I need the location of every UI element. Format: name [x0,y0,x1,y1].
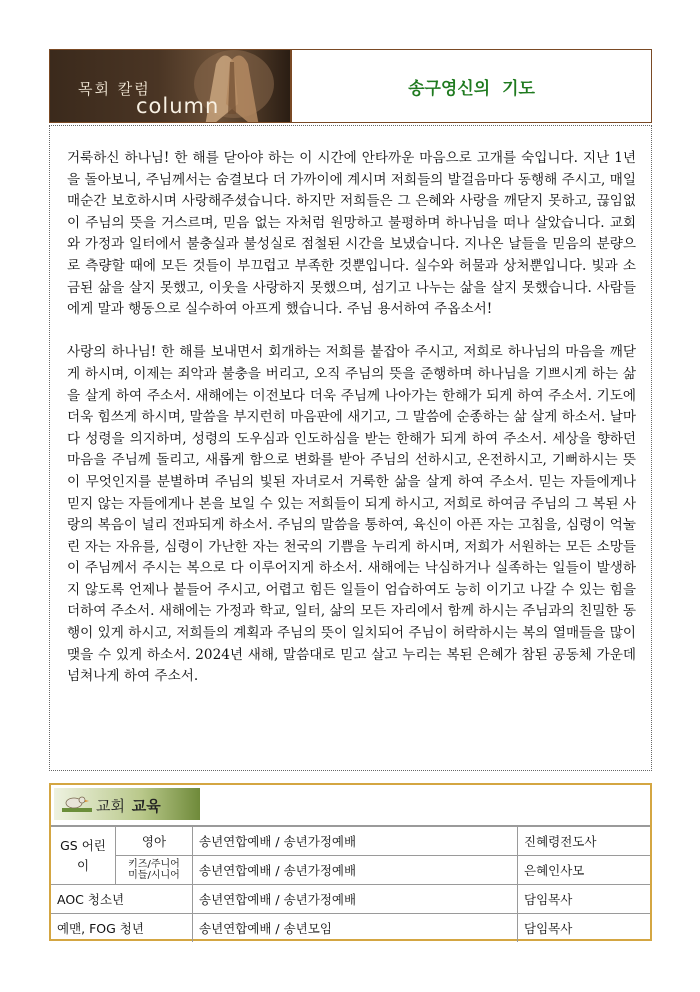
table-row [51,885,650,914]
program-cell: 송년연합예배 / 송년모임 [193,914,518,943]
program-cell: 송년연합예배 / 송년가정예배 [193,827,518,856]
table-row [51,914,650,943]
paragraph: 거룩하신 하나님! 한 해를 닫아야 하는 이 시간에 안타까운 마음으로 고개를 숙입니다. 지난 1년을 돌아보니, 주님께서는 숨결보다 더 가까이에 계시며 저희들의 발걸음마다 동행해 주시고, 매일 매순간 보호하시며 사랑해주셨습니다. 하지만 저희들은 그 은혜와 사랑을 깨닫지 못하고, 끊임없이 주님의 뜻을 거스르며, 믿음 없는 자처럼 원망하고 불평하며 하나님을 떠나 살았습니다. 교회와 가정과 일터에서 불충실과 불성실로 점철된 시간을 보냈습니다. 지나온 날들을 믿음의 분량으로 측량할 때에 모든 것들이 부끄럽고 부족한 것뿐입니다. 실수와 허물과 상처뿐입니다. 빛과 소금된 삶을 살지 못했고, 이웃을 사랑하지 못했으며, 섬기고 나누는 삶을 살지 못했습니다. 사람들에게 말과 행동으로 실수하여 아프게 했습니다. 주님 용서하여 주옵소서! [67,150,636,318]
title-box [292,50,651,122]
group-cell: GS 어린이 [51,827,116,885]
banner-title-ko: 목회 칼럼 [78,80,151,98]
banner-title-en: column [136,94,220,118]
leader-cell: 담임목사 [518,885,651,914]
education-table [51,826,650,942]
education-badge [54,788,200,820]
leader-cell: 진혜령전도사 [518,827,651,856]
bird-icon [60,794,94,814]
sub-cell: 영아 [116,827,193,856]
program-cell: 송년연합예배 / 송년가정예배 [193,885,518,914]
sub-cell: 키즈/주니어 미들/시니어 [116,856,193,885]
column-banner [50,50,290,122]
group-cell: AOC 청소년 [51,885,193,914]
table-row [51,827,650,856]
education-label-bold: 교육 [131,797,161,815]
group-cell: 예맨, FOG 청년 [51,914,193,943]
paragraph: 사랑의 하나님! 한 해를 보내면서 회개하는 저희를 붙잡아 주시고, 저희로 하나님의 마음을 깨닫게 하시며, 이제는 죄악과 불충을 버리고, 오직 주님의 뜻을 준행하며 하나님을 기쁘시게 하는 삶을 살게 하여 주소서. 새해에는 이전보다 더욱 주님께 나아가는 한해가 되게 하여 주소서. 기도에 더욱 힘쓰게 하시며, 말씀을 부지런히 마음판에 새기고, 그 말씀에 순종하는 삶 살게 하소서. 날마다 성령을 의지하며, 성령의 도우심과 인도하심을 받는 한해가 되게 하여 주소서. 세상을 향하던 마음을 주님께 돌리고, 새롭게 함으로 변화를 받아 주님의 선하시고, 온전하시고, 기뻐하시는 뜻이 무엇인지를 분별하며 주님의 빛된 자녀로서 거룩한 삶을 살게 하여 주소서. 믿는 자들에게나 믿지 않는 자들에게나 본을 보일 수 있는 저희들이 되게 하시고, 저희로 하여금 주님의 그 복된 사랑의 복음이 널리 전파되게 하소서. 주님의 말씀을 통하여, 육신이 아픈 자는 고침을, 심령이 억눌린 자는 자유를, 심령이 가난한 자는 천국의 기쁨을 누리게 하시며, 저희가 서원하는 모든 소망들이 주님께서 주시는 복으로 다 이루어지게 하소서. 새해에는 낙심하거나 실족하는 일들이 발생하지 않도록 언제나 붙들어 주시고, 어렵고 힘든 일들이 엄습하여도 능히 이기고 나갈 수 있는 힘을 더하여 주소서. 새해에는 가정과 학교, 일터, 삶의 모든 자리에서 함께 하시는 주님과의 친밀한 동행이 있게 하시고, 저희들의 계획과 주님의 뜻이 일치되어 주님이 허락하시는 복의 열매들을 많이 맺을 수 있게 하소서. 2024년 새해, 말씀대로 믿고 살고 누리는 복된 은혜가 참된 공동체 가운데 넘쳐나게 하여 주소서. [67,344,636,685]
education-label-plain: 교회 [96,797,125,815]
table-row [51,856,650,885]
leader-cell: 은혜인사모 [518,856,651,885]
leader-cell: 담임목사 [518,914,651,943]
column-body [49,125,652,771]
column-header [49,49,652,123]
education-section [49,783,652,941]
education-header [51,785,650,826]
program-cell: 송년연합예배 / 송년가정예배 [193,856,518,885]
education-label [96,795,161,816]
page-title: 송구영신의 기도 [408,78,535,99]
